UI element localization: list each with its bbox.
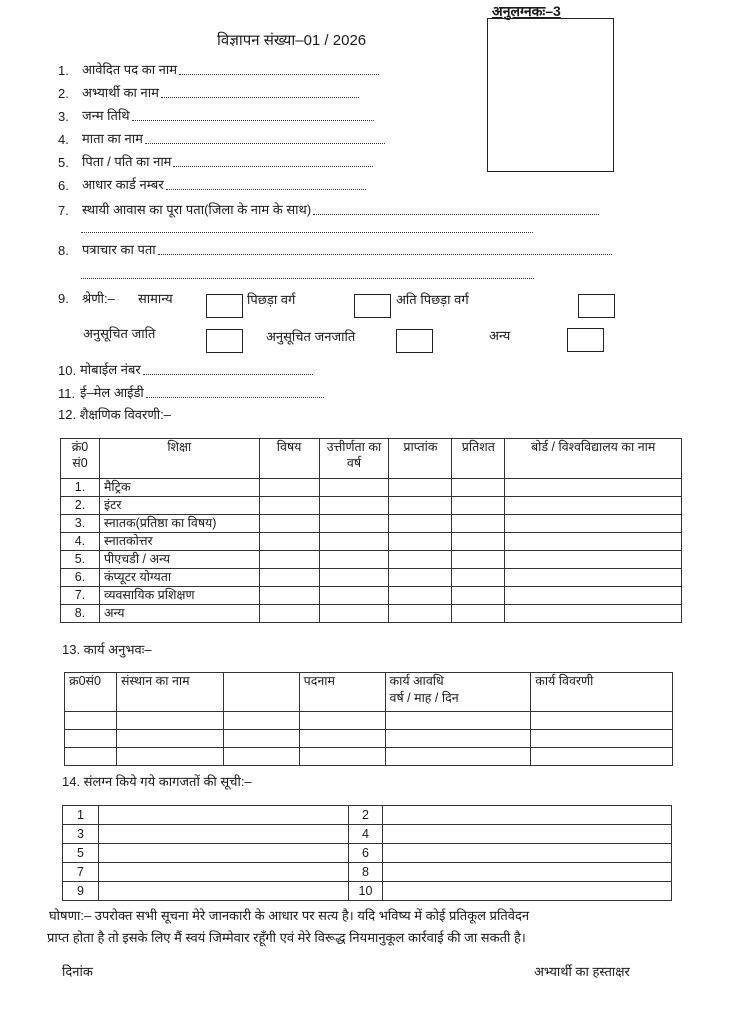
category-sc-checkbox[interactable] [206,329,243,353]
col-board-university: बोर्ड / विश्वविद्यालय का नाम [505,439,682,479]
fill-line[interactable] [158,253,612,255]
field-label: पिता / पति का नाम [82,154,172,169]
category-ebc-label: अति पिछड़ा वर्ग [396,292,469,307]
field-permanent-address[interactable]: 7. स्थायी आवास का पूरा पता(जिला के नाम के साथ) [58,200,599,218]
fill-line[interactable] [173,165,373,167]
col-education: शिक्षा [99,439,259,479]
category-st-checkbox[interactable] [396,329,433,353]
table-row: 4. स्नातकोत्तर [61,533,682,551]
declaration-line-2: प्राप्त होता है तो इसके लिए मैं स्वयं जिम्मेवार रहूँगी एवं मेरे विरूद्ध नियमानुकूल कार्रवाई की जा सकती है। [47,930,526,945]
field-label: मोबाईल नंबर [80,362,141,377]
correspondence-address-line-2[interactable] [81,277,534,279]
category-label: 9. श्रेणी:– [58,291,115,306]
education-table [60,438,682,623]
field-label: अभ्यार्थी का नाम [82,85,159,100]
category-general-checkbox[interactable] [206,294,243,318]
fill-line[interactable] [145,142,385,144]
field-father-husband-name[interactable]: 5. पिता / पति का नाम [58,152,373,170]
category-obc-label: पिछड़ा वर्ग [247,292,296,307]
permanent-address-line-2[interactable] [81,231,533,233]
documents-heading: 14. संलग्न किये गये कागजतों की सूची:– [62,774,252,789]
field-label: ई–मेल आईडी [80,385,144,400]
category-other-label: अन्य [489,328,511,343]
col-designation: पदनाम [299,673,385,712]
photo-box[interactable] [487,18,614,172]
page-title: विज्ञापन संख्या–01 / 2026 [217,32,367,49]
field-label: आवेदित पद का नाम [82,62,178,77]
col-marks: प्राप्तांक [389,439,452,479]
table-row: 7 8 [63,863,672,882]
field-candidate-name[interactable]: 2. अभ्यार्थी का नाम [58,83,359,101]
field-mother-name[interactable]: 4. माता का नाम [58,129,385,147]
documents-table [62,805,672,901]
fill-line[interactable] [166,188,366,190]
col-blank [223,673,299,712]
experience-heading: 13. कार्य अनुभवः– [62,642,152,657]
field-label: जन्म तिथि [82,108,130,123]
table-row: 2. इंटर [61,497,682,515]
signature-label: अभ्यार्थी का हस्ताक्षर [534,964,630,979]
table-row: 6. कंप्यूटर योग्यता [61,569,682,587]
experience-table [64,672,673,766]
table-row: 3. स्नातक(प्रतिष्ठा का विषय) [61,515,682,533]
field-dob[interactable]: 3. जन्म तिथि [58,106,374,124]
table-row: 1 2 [63,806,672,825]
field-label: माता का नाम [82,131,143,146]
field-label: आधार कार्ड नम्बर [82,177,164,192]
col-passing-year: उत्तीर्णता का वर्ष [319,439,389,479]
category-sc-label: अनुसूचित जाति [83,326,156,341]
category-st-label: अनुसूचित जनजाति [266,329,356,344]
fill-line[interactable] [161,96,359,98]
fill-line[interactable] [313,213,599,215]
field-post-applied[interactable]: 1. आवेदित पद का नाम [58,60,379,78]
col-work-details: कार्य विवरणी [531,673,673,712]
col-serial: क्रं0 सं0 [61,439,100,479]
field-aadhar-number[interactable]: 6. आधार कार्ड नम्बर [58,175,366,193]
table-row: 9 10 [63,882,672,901]
fill-line[interactable] [179,73,379,75]
experience-header-row [65,673,673,712]
field-mobile[interactable]: 10. मोबाईल नंबर [58,360,313,378]
fill-line[interactable] [143,373,313,375]
fill-line[interactable] [146,396,324,398]
table-row [65,712,673,730]
col-percentage: प्रतिशत [452,439,505,479]
col-institution: संस्थान का नाम [116,673,223,712]
declaration [47,905,647,949]
table-row [65,748,673,766]
field-label: पत्राचार का पता [82,242,156,257]
category-obc-checkbox[interactable] [354,294,391,318]
category-other-checkbox[interactable] [567,328,604,352]
education-heading: 12. शैक्षणिक विवरणी:– [58,407,171,422]
col-serial: क्र0सं0 [65,673,117,712]
annexure-label: अनुलग्नकः–3 [492,3,561,19]
date-label: दिनांक [62,964,93,979]
table-row: 5. पीएचडी / अन्य [61,551,682,569]
field-label: स्थायी आवास का पूरा पता(जिला के नाम के साथ) [82,202,312,217]
table-row: 5 6 [63,844,672,863]
table-row: 3 4 [63,825,672,844]
table-row [65,730,673,748]
category-general-label: सामान्य [138,291,173,306]
col-duration: कार्य आवधि वर्ष / माह / दिन [385,673,531,712]
col-subject: विषय [259,439,319,479]
field-email[interactable]: 11. ई–मेल आईडी [58,383,324,401]
field-correspondence-address[interactable]: 8. पत्राचार का पता [58,240,612,258]
education-header-row [61,439,682,479]
category-ebc-checkbox[interactable] [578,294,615,318]
table-row: 1. मैट्रिक [61,479,682,497]
table-row: 7. व्यवसायिक प्रशिक्षण [61,587,682,605]
declaration-line-1: घोषणा:– उपरोक्त सभी सूचना मेरे जानकारी के आधार पर सत्य है। यदि भविष्य में कोई प्रतिकूल प्रतिवेदन [49,908,530,923]
fill-line[interactable] [132,119,374,121]
table-row: 8. अन्य [61,605,682,623]
